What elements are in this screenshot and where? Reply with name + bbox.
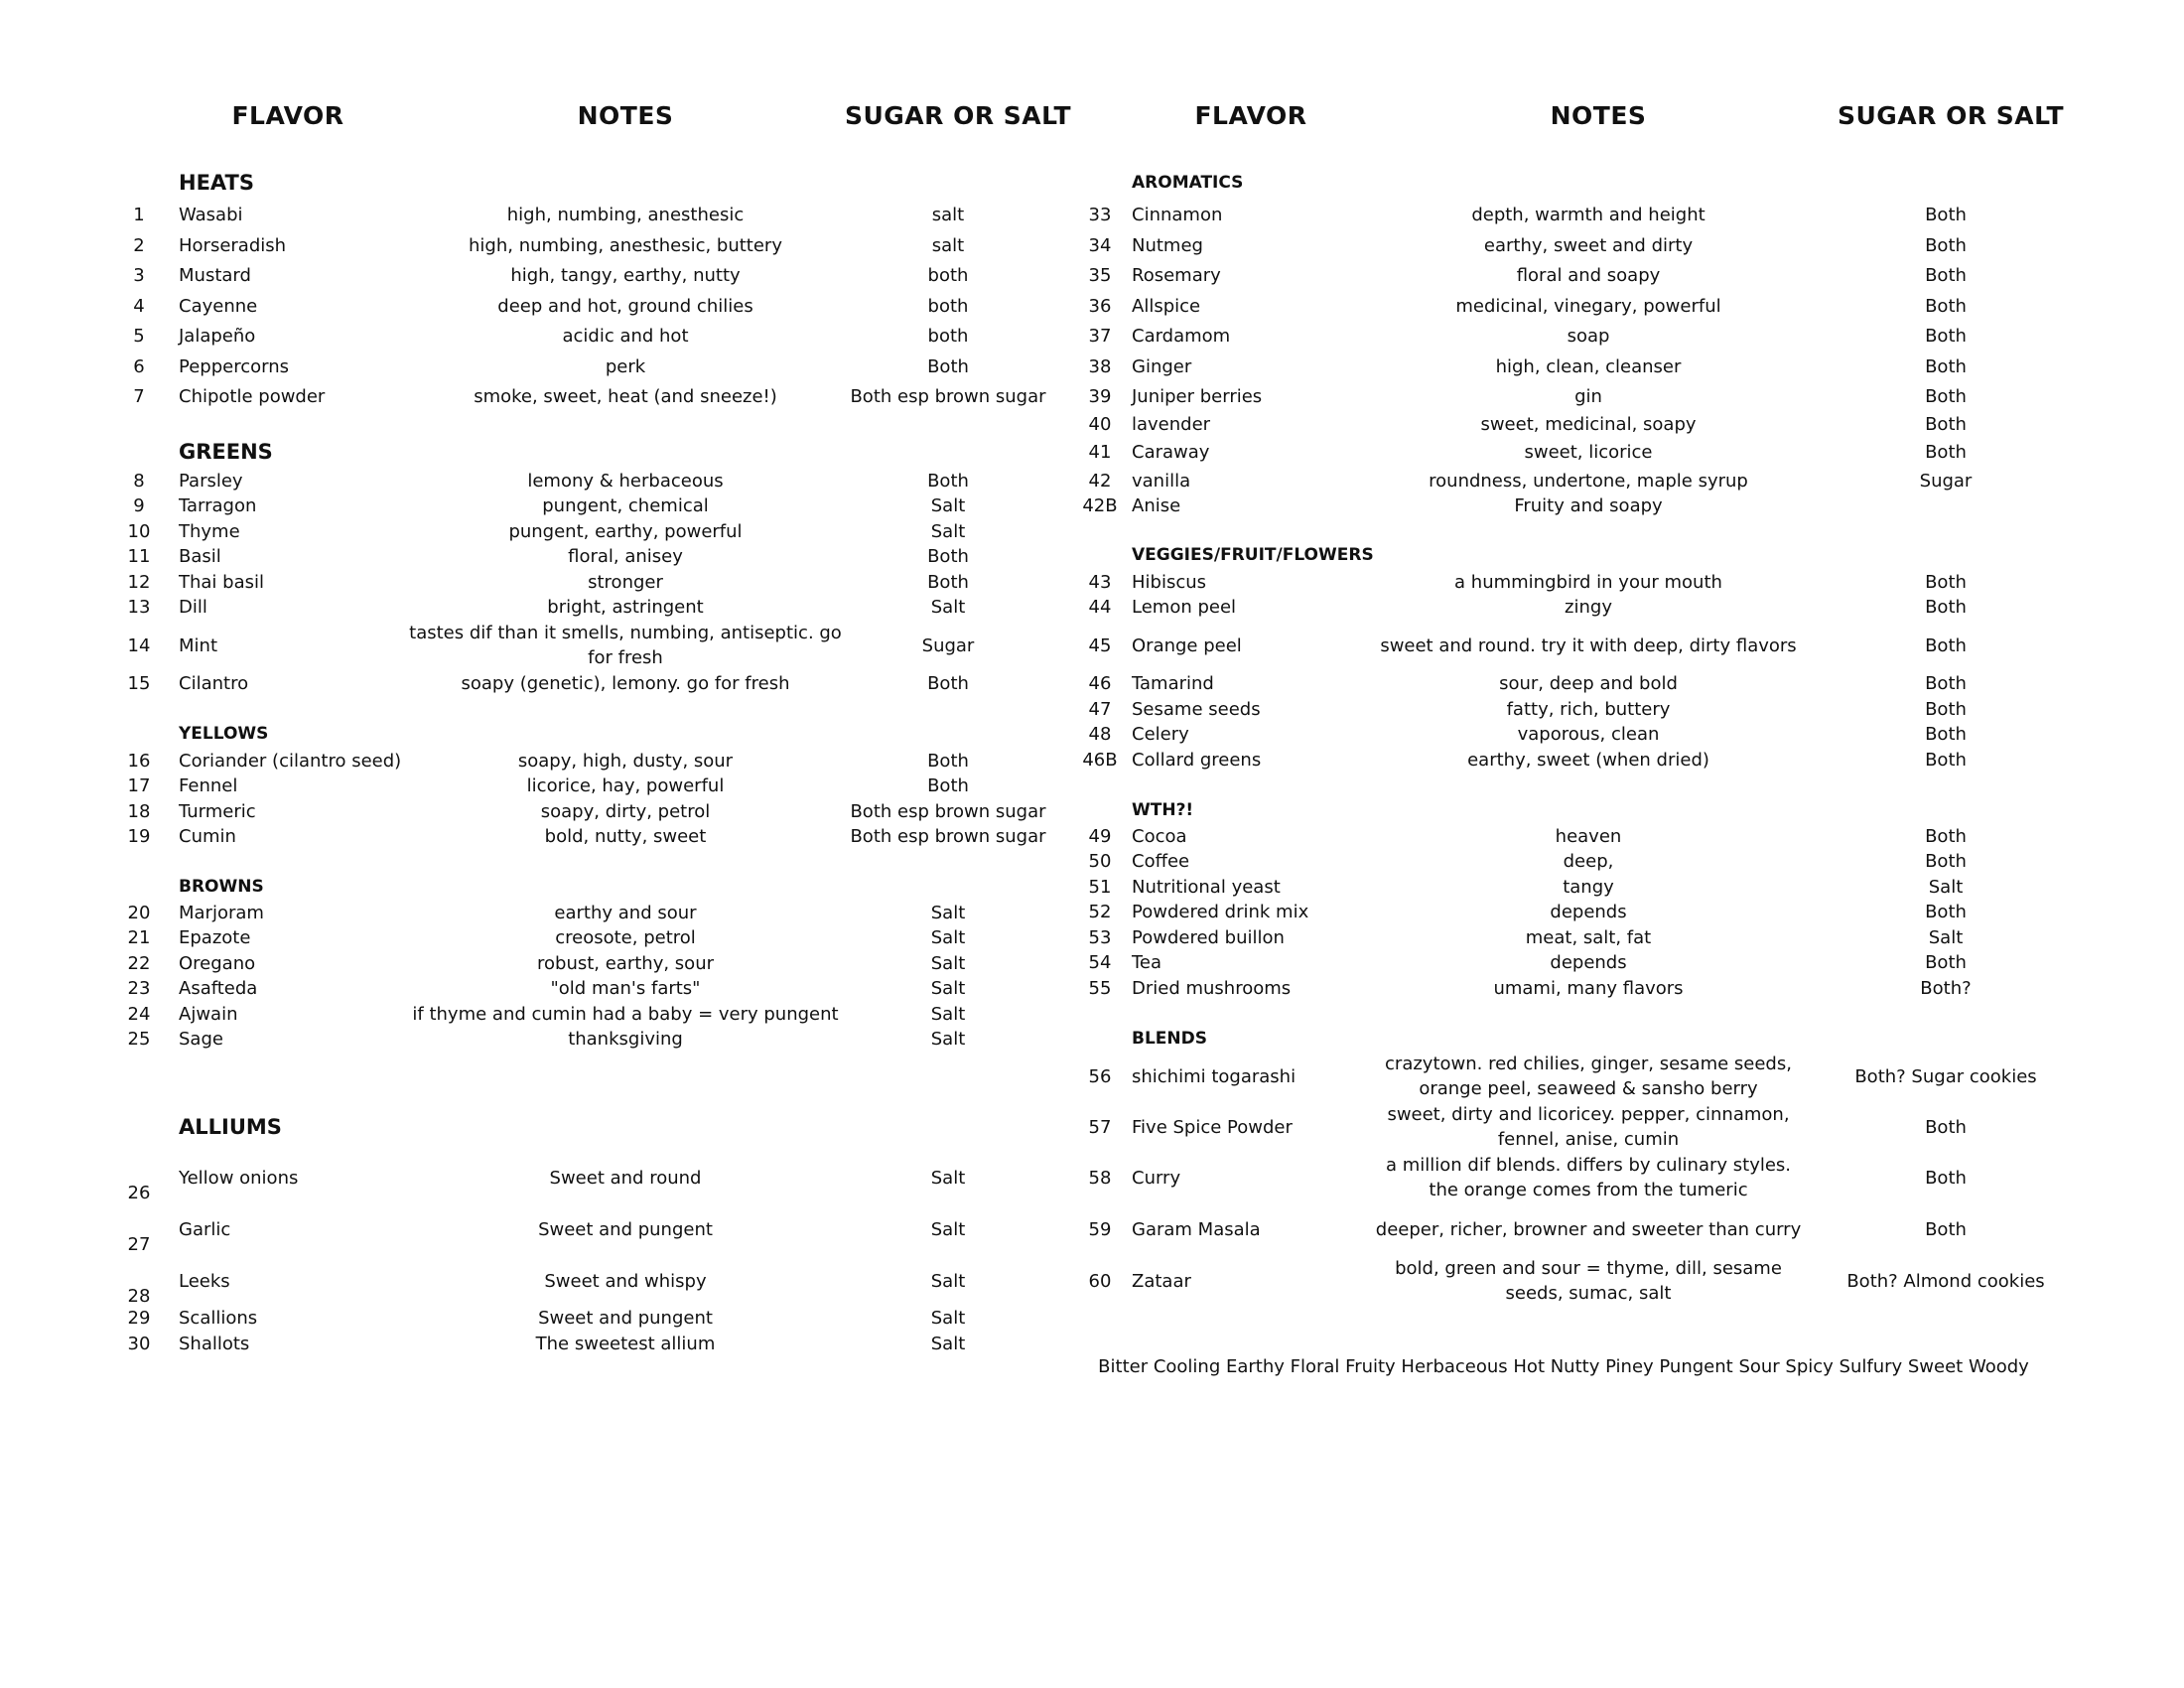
flavor-notes: smoke, sweet, heat (and sneeze!)	[474, 386, 777, 407]
row-number: 7	[133, 386, 145, 407]
row-number: 6	[133, 356, 145, 377]
flavor-notes: bright, astringent	[547, 597, 704, 618]
row-number: 30	[127, 1334, 151, 1354]
flavor-name: Thyme	[179, 521, 240, 542]
sugar-or-salt: Both	[1925, 597, 1967, 618]
sugar-or-salt: Sugar	[921, 635, 975, 656]
sugar-or-salt: Both	[1925, 572, 1967, 593]
row-number: 29	[127, 1308, 151, 1329]
row-number: 46B	[1082, 750, 1118, 771]
sugar-or-salt: Both esp brown sugar	[850, 386, 1046, 407]
flavor-name: Oregano	[179, 953, 256, 974]
flavor-notes: robust, earthy, sour	[537, 953, 714, 974]
flavor-notes: pungent, earthy, powerful	[508, 521, 743, 542]
sugar-or-salt: Salt	[930, 1271, 966, 1292]
sugar-or-salt: Salt	[930, 978, 966, 999]
sugar-or-salt: Both	[1925, 1117, 1967, 1138]
row-number: 13	[127, 597, 151, 618]
flavor-notes: crazytown. red chilies, ginger, sesame seeds, orange peel, seaweed & sansho berry	[1385, 1054, 1792, 1099]
flavor-name: Coriander (cilantro seed)	[179, 751, 402, 772]
flavor-name: Five Spice Powder	[1132, 1117, 1293, 1138]
flavor-name: Dried mushrooms	[1132, 978, 1292, 999]
sugar-or-salt: Both	[1925, 414, 1967, 435]
section-aromatics: AROMATICS	[1132, 173, 1244, 193]
header-sugar-right: SUGAR OR SALT	[1837, 101, 2065, 130]
section-wth: WTH?!	[1132, 800, 1194, 820]
section-heats: HEATS	[179, 171, 254, 195]
flavor-notes: soapy (genetic), lemony. go for fresh	[461, 673, 790, 694]
sugar-or-salt: Salt	[1928, 927, 1964, 948]
flavor-name: Sage	[179, 1029, 223, 1050]
flavor-notes: acidic and hot	[562, 326, 689, 347]
flavor-notes: lemony & herbaceous	[527, 471, 724, 492]
header-notes-right: NOTES	[1550, 101, 1647, 130]
flavor-notes: high, clean, cleanser	[1495, 356, 1682, 377]
flavor-name: Ginger	[1132, 356, 1192, 377]
flavor-notes: sour, deep and bold	[1499, 673, 1678, 694]
flavor-name: vanilla	[1132, 471, 1191, 492]
row-number: 44	[1088, 597, 1112, 618]
row-number: 28	[127, 1286, 151, 1307]
flavor-notes: tangy	[1563, 877, 1614, 898]
row-number: 41	[1088, 442, 1112, 463]
sugar-or-salt: Salt	[1928, 877, 1964, 898]
flavor-name: Basil	[179, 546, 221, 567]
flavor-name: Garlic	[179, 1219, 231, 1240]
row-number: 36	[1088, 296, 1112, 317]
section-veggies: VEGGIES/FRUIT/FLOWERS	[1132, 545, 1374, 565]
flavor-name: Jalapeño	[179, 326, 256, 347]
flavor-name: Peppercorns	[179, 356, 289, 377]
sugar-or-salt: Both	[1925, 826, 1967, 847]
sugar-or-salt: Both	[1925, 673, 1967, 694]
flavor-notes: licorice, hay, powerful	[526, 775, 725, 796]
row-number: 24	[127, 1004, 151, 1025]
sugar-or-salt: Both	[927, 356, 969, 377]
flavor-notes: sweet, licorice	[1524, 442, 1653, 463]
flavor-name: Orange peel	[1132, 635, 1242, 656]
row-number: 17	[127, 775, 151, 796]
flavor-name: Cilantro	[179, 673, 249, 694]
flavor-notes: bold, nutty, sweet	[544, 826, 707, 847]
section-alliums: ALLIUMS	[179, 1115, 282, 1139]
flavor-notes: meat, salt, fat	[1525, 927, 1652, 948]
row-number: 45	[1088, 635, 1112, 656]
sugar-or-salt: Both	[1925, 386, 1967, 407]
flavor-name: Nutritional yeast	[1132, 877, 1281, 898]
flavor-notes: gin	[1574, 386, 1602, 407]
flavor-name: Tamarind	[1132, 673, 1214, 694]
row-number: 55	[1088, 978, 1112, 999]
sugar-or-salt: Salt	[930, 1334, 966, 1354]
flavor-name: Dill	[179, 597, 207, 618]
flavor-name: Ajwain	[179, 1004, 238, 1025]
sugar-or-salt: Salt	[930, 1308, 966, 1329]
flavor-name: Zataar	[1132, 1271, 1191, 1292]
sugar-or-salt: Both esp brown sugar	[850, 801, 1046, 822]
row-number: 12	[127, 572, 151, 593]
sugar-or-salt: Both	[1925, 635, 1967, 656]
row-number: 33	[1088, 205, 1112, 225]
sugar-or-salt: Salt	[930, 597, 966, 618]
flavor-name: Allspice	[1132, 296, 1201, 317]
flavor-name: Parsley	[179, 471, 243, 492]
flavor-name: Cayenne	[179, 296, 258, 317]
flavor-notes: earthy, sweet (when dried)	[1467, 750, 1709, 771]
flavor-name: Powdered buillon	[1132, 927, 1285, 948]
row-number: 40	[1088, 414, 1112, 435]
flavor-notes: pungent, chemical	[542, 495, 709, 516]
row-number: 43	[1088, 572, 1112, 593]
row-number: 15	[127, 673, 151, 694]
row-number: 39	[1088, 386, 1112, 407]
flavor-name: Mint	[179, 635, 217, 656]
flavor-name: Epazote	[179, 927, 251, 948]
row-number: 25	[127, 1029, 151, 1050]
sugar-or-salt: Both	[927, 751, 969, 772]
flavor-notes: earthy, sweet and dirty	[1483, 235, 1694, 256]
row-number: 20	[127, 903, 151, 923]
sugar-or-salt: Both	[1925, 235, 1967, 256]
sugar-or-salt: Salt	[930, 521, 966, 542]
flavor-notes: perk	[605, 356, 646, 377]
row-number: 11	[127, 546, 151, 567]
flavor-notes: Sweet and round	[549, 1168, 702, 1189]
sugar-or-salt: Both	[927, 775, 969, 796]
flavor-notes: Fruity and soapy	[1514, 495, 1663, 516]
flavor-notes: deeper, richer, browner and sweeter than curry	[1375, 1219, 1802, 1240]
row-number: 60	[1088, 1271, 1112, 1292]
sugar-or-salt: Both	[1925, 296, 1967, 317]
header-flavor-right: FLAVOR	[1194, 101, 1307, 130]
flavor-notes: Sweet and pungent	[538, 1308, 713, 1329]
sugar-or-salt: Both? Sugar cookies	[1854, 1066, 2037, 1087]
row-number: 53	[1088, 927, 1112, 948]
sugar-or-salt: Salt	[930, 1004, 966, 1025]
sugar-or-salt: Both	[1925, 750, 1967, 771]
flavor-name: Celery	[1132, 724, 1189, 745]
sugar-or-salt: both	[927, 296, 969, 317]
flavor-notes: depth, warmth and height	[1471, 205, 1706, 225]
row-number: 5	[133, 326, 145, 347]
sugar-or-salt: Both	[1925, 851, 1967, 872]
row-number: 52	[1088, 902, 1112, 922]
flavor-notes: medicinal, vinegary, powerful	[1455, 296, 1721, 317]
sugar-or-salt: Both	[1925, 205, 1967, 225]
flavor-notes: bold, green and sour = thyme, dill, sesame seeds, sumac, salt	[1395, 1258, 1782, 1304]
flavor-notes: stronger	[588, 572, 663, 593]
flavor-name: Tarragon	[179, 495, 257, 516]
flavor-notes: deep,	[1563, 851, 1614, 872]
flavor-name: Scallions	[179, 1308, 258, 1329]
row-number: 4	[133, 296, 145, 317]
flavor-notes: high, tangy, earthy, nutty	[510, 265, 741, 286]
sugar-or-salt: Both	[1925, 442, 1967, 463]
row-number: 46	[1088, 673, 1112, 694]
header-sugar-left: SUGAR OR SALT	[844, 101, 1072, 130]
flavor-notes: deep and hot, ground chilies	[497, 296, 753, 317]
flavor-name: Cocoa	[1132, 826, 1187, 847]
flavor-name: Cumin	[179, 826, 236, 847]
flavor-name: Sesame seeds	[1132, 699, 1261, 720]
row-number: 34	[1088, 235, 1112, 256]
flavor-notes: Sweet and pungent	[538, 1219, 713, 1240]
flavor-notes: fatty, rich, buttery	[1506, 699, 1671, 720]
row-number: 49	[1088, 826, 1112, 847]
flavor-name: Tea	[1132, 952, 1162, 973]
flavor-name: Rosemary	[1132, 265, 1221, 286]
sugar-or-salt: Both	[927, 471, 969, 492]
row-number: 19	[127, 826, 151, 847]
flavor-name: Garam Masala	[1132, 1219, 1261, 1240]
sugar-or-salt: Salt	[930, 1029, 966, 1050]
row-number: 56	[1088, 1066, 1112, 1087]
sugar-or-salt: Both?	[1920, 978, 1972, 999]
flavor-name: Yellow onions	[179, 1168, 299, 1189]
row-number: 23	[127, 978, 151, 999]
flavor-name: Cinnamon	[1132, 205, 1223, 225]
flavor-name: Leeks	[179, 1271, 230, 1292]
flavor-notes: depends	[1550, 952, 1627, 973]
flavor-notes: The sweetest allium	[535, 1334, 716, 1354]
row-number: 57	[1088, 1117, 1112, 1138]
flavor-name: Hibiscus	[1132, 572, 1207, 593]
flavor-name: Powdered drink mix	[1132, 902, 1309, 922]
row-number: 22	[127, 953, 151, 974]
flavor-notes: "old man's farts"	[550, 978, 701, 999]
row-number: 21	[127, 927, 151, 948]
sugar-or-salt: Sugar	[1919, 471, 1973, 492]
sugar-or-salt: Both	[1925, 356, 1967, 377]
row-number: 48	[1088, 724, 1112, 745]
flavor-notes: tastes dif than it smells, numbing, antiseptic. go for fresh	[409, 623, 842, 668]
flavor-notes: roundness, undertone, maple syrup	[1429, 471, 1748, 492]
row-number: 50	[1088, 851, 1112, 872]
sugar-or-salt: Salt	[930, 927, 966, 948]
flavor-notes: umami, many flavors	[1493, 978, 1684, 999]
row-number: 38	[1088, 356, 1112, 377]
row-number: 59	[1088, 1219, 1112, 1240]
row-number: 1	[133, 205, 145, 225]
flavor-notes: depends	[1550, 902, 1627, 922]
row-number: 2	[133, 235, 145, 256]
sugar-or-salt: Salt	[930, 1168, 966, 1189]
sugar-or-salt: Salt	[930, 953, 966, 974]
sugar-or-salt: Both	[1925, 699, 1967, 720]
flavor-notes: earthy and sour	[554, 903, 697, 923]
header-flavor-left: FLAVOR	[231, 101, 344, 130]
flavor-name: Wasabi	[179, 205, 243, 225]
sugar-or-salt: Salt	[930, 495, 966, 516]
sugar-or-salt: salt	[931, 205, 965, 225]
flavor-notes: high, numbing, anesthesic, buttery	[469, 235, 782, 256]
flavor-name: Curry	[1132, 1168, 1181, 1189]
sugar-or-salt: Salt	[930, 1219, 966, 1240]
flavor-notes: soapy, high, dusty, sour	[517, 751, 734, 772]
sugar-or-salt: Both	[927, 572, 969, 593]
flavor-name: lavender	[1132, 414, 1211, 435]
flavor-notes: creosote, petrol	[555, 927, 696, 948]
row-number: 3	[133, 265, 145, 286]
row-number: 47	[1088, 699, 1112, 720]
sugar-or-salt: Both esp brown sugar	[850, 826, 1046, 847]
sugar-or-salt: Both	[927, 673, 969, 694]
sugar-or-salt: both	[927, 265, 969, 286]
flavor-name: Asafteda	[179, 978, 258, 999]
flavor-notes: zingy	[1565, 597, 1612, 618]
row-number: 8	[133, 471, 145, 492]
flavor-name: Collard greens	[1132, 750, 1262, 771]
row-number: 58	[1088, 1168, 1112, 1189]
sugar-or-salt: Both? Almond cookies	[1846, 1271, 2045, 1292]
section-blends: BLENDS	[1132, 1029, 1207, 1049]
flavor-notes: sweet, medicinal, soapy	[1480, 414, 1697, 435]
sugar-or-salt: both	[927, 326, 969, 347]
sugar-or-salt: Both	[1925, 1168, 1967, 1189]
header-notes-left: NOTES	[577, 101, 674, 130]
flavor-notes: sweet, dirty and licoricey. pepper, cinnamon, fennel, anise, cumin	[1387, 1104, 1790, 1150]
flavor-name: Mustard	[179, 265, 251, 286]
sugar-or-salt: salt	[931, 235, 965, 256]
sugar-or-salt: Both	[1925, 265, 1967, 286]
flavor-name: Cardamom	[1132, 326, 1231, 347]
row-number: 54	[1088, 952, 1112, 973]
row-number: 18	[127, 801, 151, 822]
flavor-name: Nutmeg	[1132, 235, 1203, 256]
flavor-name: Marjoram	[179, 903, 264, 923]
sugar-or-salt: Both	[1925, 902, 1967, 922]
row-number: 51	[1088, 877, 1112, 898]
row-number: 9	[133, 495, 145, 516]
flavor-name: Turmeric	[179, 801, 256, 822]
row-number: 10	[127, 521, 151, 542]
sugar-or-salt: Both	[927, 546, 969, 567]
flavor-name: Coffee	[1132, 851, 1190, 872]
flavor-notes: vaporous, clean	[1517, 724, 1660, 745]
section-yellows: YELLOWS	[179, 724, 269, 744]
flavor-notes: thanksgiving	[568, 1029, 683, 1050]
flavor-name: Chipotle powder	[179, 386, 326, 407]
row-number: 16	[127, 751, 151, 772]
row-number: 35	[1088, 265, 1112, 286]
flavor-notes: if thyme and cumin had a baby = very pungent	[412, 1004, 839, 1025]
flavor-name: shichimi togarashi	[1132, 1066, 1297, 1087]
flavor-notes: heaven	[1555, 826, 1622, 847]
flavor-notes: high, numbing, anesthesic	[506, 205, 745, 225]
flavor-name: Thai basil	[179, 572, 264, 593]
row-number: 37	[1088, 326, 1112, 347]
flavor-name: Juniper berries	[1132, 386, 1263, 407]
sugar-or-salt: Both	[1925, 952, 1967, 973]
flavor-name: Shallots	[179, 1334, 250, 1354]
flavor-name: Fennel	[179, 775, 238, 796]
row-number: 27	[127, 1234, 151, 1255]
section-greens: GREENS	[179, 440, 273, 464]
section-browns: BROWNS	[179, 877, 264, 897]
sugar-or-salt: Both	[1925, 724, 1967, 745]
flavor-name: Anise	[1132, 495, 1181, 516]
row-number: 42	[1088, 471, 1112, 492]
flavor-notes: soapy, dirty, petrol	[540, 801, 711, 822]
sugar-or-salt: Salt	[930, 903, 966, 923]
row-number: 14	[127, 635, 151, 656]
flavor-notes: floral and soapy	[1516, 265, 1661, 286]
flavor-name: Lemon peel	[1132, 597, 1237, 618]
flavor-notes: floral, anisey	[568, 546, 683, 567]
flavor-notes: soap	[1567, 326, 1610, 347]
flavor-legend: Bitter Cooling Earthy Floral Fruity Herbaceous Hot Nutty Piney Pungent Sour Spicy Sulfury Sweet Woody	[1098, 1356, 2029, 1377]
flavor-notes: sweet and round. try it with deep, dirty flavors	[1380, 635, 1797, 656]
sugar-or-salt: Both	[1925, 326, 1967, 347]
flavor-notes: a million dif blends. differs by culinary styles. the orange comes from the tumeric	[1385, 1155, 1792, 1200]
row-number: 42B	[1082, 495, 1118, 516]
row-number: 26	[127, 1183, 151, 1203]
flavor-notes: Sweet and whispy	[544, 1271, 707, 1292]
sugar-or-salt: Both	[1925, 1219, 1967, 1240]
flavor-name: Caraway	[1132, 442, 1210, 463]
flavor-name: Horseradish	[179, 235, 287, 256]
flavor-notes: a hummingbird in your mouth	[1454, 572, 1722, 593]
